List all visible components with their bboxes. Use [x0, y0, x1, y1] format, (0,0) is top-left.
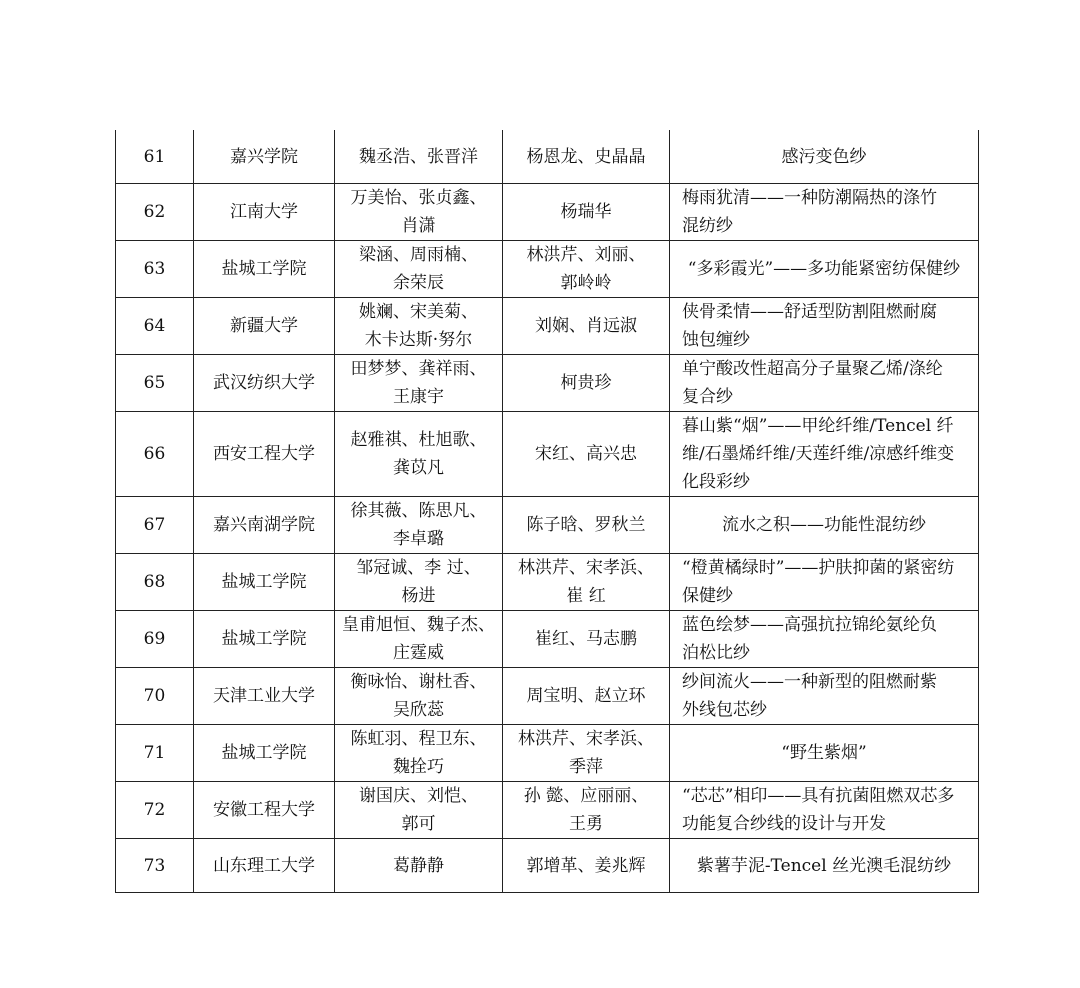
table-row [116, 497, 979, 554]
advisor-names: 孙 懿、应丽丽、 王勇 [503, 782, 670, 839]
advisor-names: 林洪芹、刘丽、 郭岭岭 [503, 241, 670, 298]
product-name: 蓝色绘梦——高强抗拉锦纶氨纶负 泊松比纱 [670, 611, 979, 668]
table-row [116, 668, 979, 725]
product-name: 纱间流火——一种新型的阻燃耐紫 外线包芯纱 [670, 668, 979, 725]
advisor-names: 周宝明、赵立环 [503, 668, 670, 725]
product-name: 侠骨柔情——舒适型防割阻燃耐腐 蚀包缠纱 [670, 298, 979, 355]
product-name: “芯芯”相印——具有抗菌阻燃双芯多 功能复合纱线的设计与开发 [670, 782, 979, 839]
row-number: 71 [116, 725, 194, 782]
school-name: 盐城工学院 [194, 554, 335, 611]
school-name: 盐城工学院 [194, 725, 335, 782]
school-name: 安徽工程大学 [194, 782, 335, 839]
row-number: 67 [116, 497, 194, 554]
table-row [116, 241, 979, 298]
table-row [116, 130, 979, 184]
student-names: 谢国庆、刘恺、 郭可 [335, 782, 503, 839]
school-name: 嘉兴学院 [194, 130, 335, 184]
table-row [116, 839, 979, 893]
table-row [116, 782, 979, 839]
product-name: 流水之积——功能性混纺纱 [670, 497, 979, 554]
table-row [116, 554, 979, 611]
student-names: 皇甫旭恒、魏子杰、 庄霆威 [335, 611, 503, 668]
advisor-names: 杨瑞华 [503, 184, 670, 241]
student-names: 邹冠诚、李 过、 杨进 [335, 554, 503, 611]
row-number: 73 [116, 839, 194, 893]
student-names: 姚斓、宋美菊、 木卡达斯·努尔 [335, 298, 503, 355]
school-name: 天津工业大学 [194, 668, 335, 725]
school-name: 武汉纺织大学 [194, 355, 335, 412]
school-name: 新疆大学 [194, 298, 335, 355]
table-row [116, 184, 979, 241]
row-number: 69 [116, 611, 194, 668]
advisor-names: 林洪芹、宋孝浜、 季萍 [503, 725, 670, 782]
row-number: 61 [116, 130, 194, 184]
table-row [116, 355, 979, 412]
student-names: 陈虹羽、程卫东、 魏拴巧 [335, 725, 503, 782]
school-name: 嘉兴南湖学院 [194, 497, 335, 554]
award-table-body [116, 130, 979, 893]
advisor-names: 郭增革、姜兆辉 [503, 839, 670, 893]
student-names: 徐其薇、陈思凡、 李卓璐 [335, 497, 503, 554]
row-number: 65 [116, 355, 194, 412]
row-number: 66 [116, 412, 194, 497]
product-name: “野生紫烟” [670, 725, 979, 782]
advisor-names: 崔红、马志鹏 [503, 611, 670, 668]
school-name: 西安工程大学 [194, 412, 335, 497]
row-number: 68 [116, 554, 194, 611]
student-names: 衡咏怡、谢杜香、 吴欣蕊 [335, 668, 503, 725]
student-names: 葛静静 [335, 839, 503, 893]
school-name: 盐城工学院 [194, 611, 335, 668]
table-row [116, 412, 979, 497]
product-name: 感污变色纱 [670, 130, 979, 184]
award-table [115, 130, 979, 893]
product-name: 单宁酸改性超高分子量聚乙烯/涤纶 复合纱 [670, 355, 979, 412]
school-name: 盐城工学院 [194, 241, 335, 298]
advisor-names: 刘娴、肖远淑 [503, 298, 670, 355]
school-name: 江南大学 [194, 184, 335, 241]
product-name: 紫薯芋泥-Tencel 丝光澳毛混纺纱 [670, 839, 979, 893]
advisor-names: 宋红、高兴忠 [503, 412, 670, 497]
product-name: 梅雨犹清——一种防潮隔热的涤竹 混纺纱 [670, 184, 979, 241]
advisor-names: 杨恩龙、史晶晶 [503, 130, 670, 184]
student-names: 赵雅祺、杜旭歌、 龚苡凡 [335, 412, 503, 497]
school-name: 山东理工大学 [194, 839, 335, 893]
student-names: 田梦梦、龚祥雨、 王康宇 [335, 355, 503, 412]
advisor-names: 林洪芹、宋孝浜、 崔 红 [503, 554, 670, 611]
row-number: 63 [116, 241, 194, 298]
product-name: “多彩霞光”——多功能紧密纺保健纱 [670, 241, 979, 298]
advisor-names: 柯贵珍 [503, 355, 670, 412]
table-row [116, 611, 979, 668]
product-name: 暮山紫“烟”——甲纶纤维/Tencel 纤 维/石墨烯纤维/天莲纤维/凉感纤维变 化段彩纱 [670, 412, 979, 497]
student-names: 梁涵、周雨楠、 余荣辰 [335, 241, 503, 298]
advisor-names: 陈子晗、罗秋兰 [503, 497, 670, 554]
row-number: 62 [116, 184, 194, 241]
row-number: 72 [116, 782, 194, 839]
student-names: 魏丞浩、张晋洋 [335, 130, 503, 184]
product-name: “橙黄橘绿时”——护肤抑菌的紧密纺 保健纱 [670, 554, 979, 611]
table-row [116, 298, 979, 355]
row-number: 70 [116, 668, 194, 725]
row-number: 64 [116, 298, 194, 355]
student-names: 万美怡、张贞鑫、 肖潇 [335, 184, 503, 241]
table-row [116, 725, 979, 782]
